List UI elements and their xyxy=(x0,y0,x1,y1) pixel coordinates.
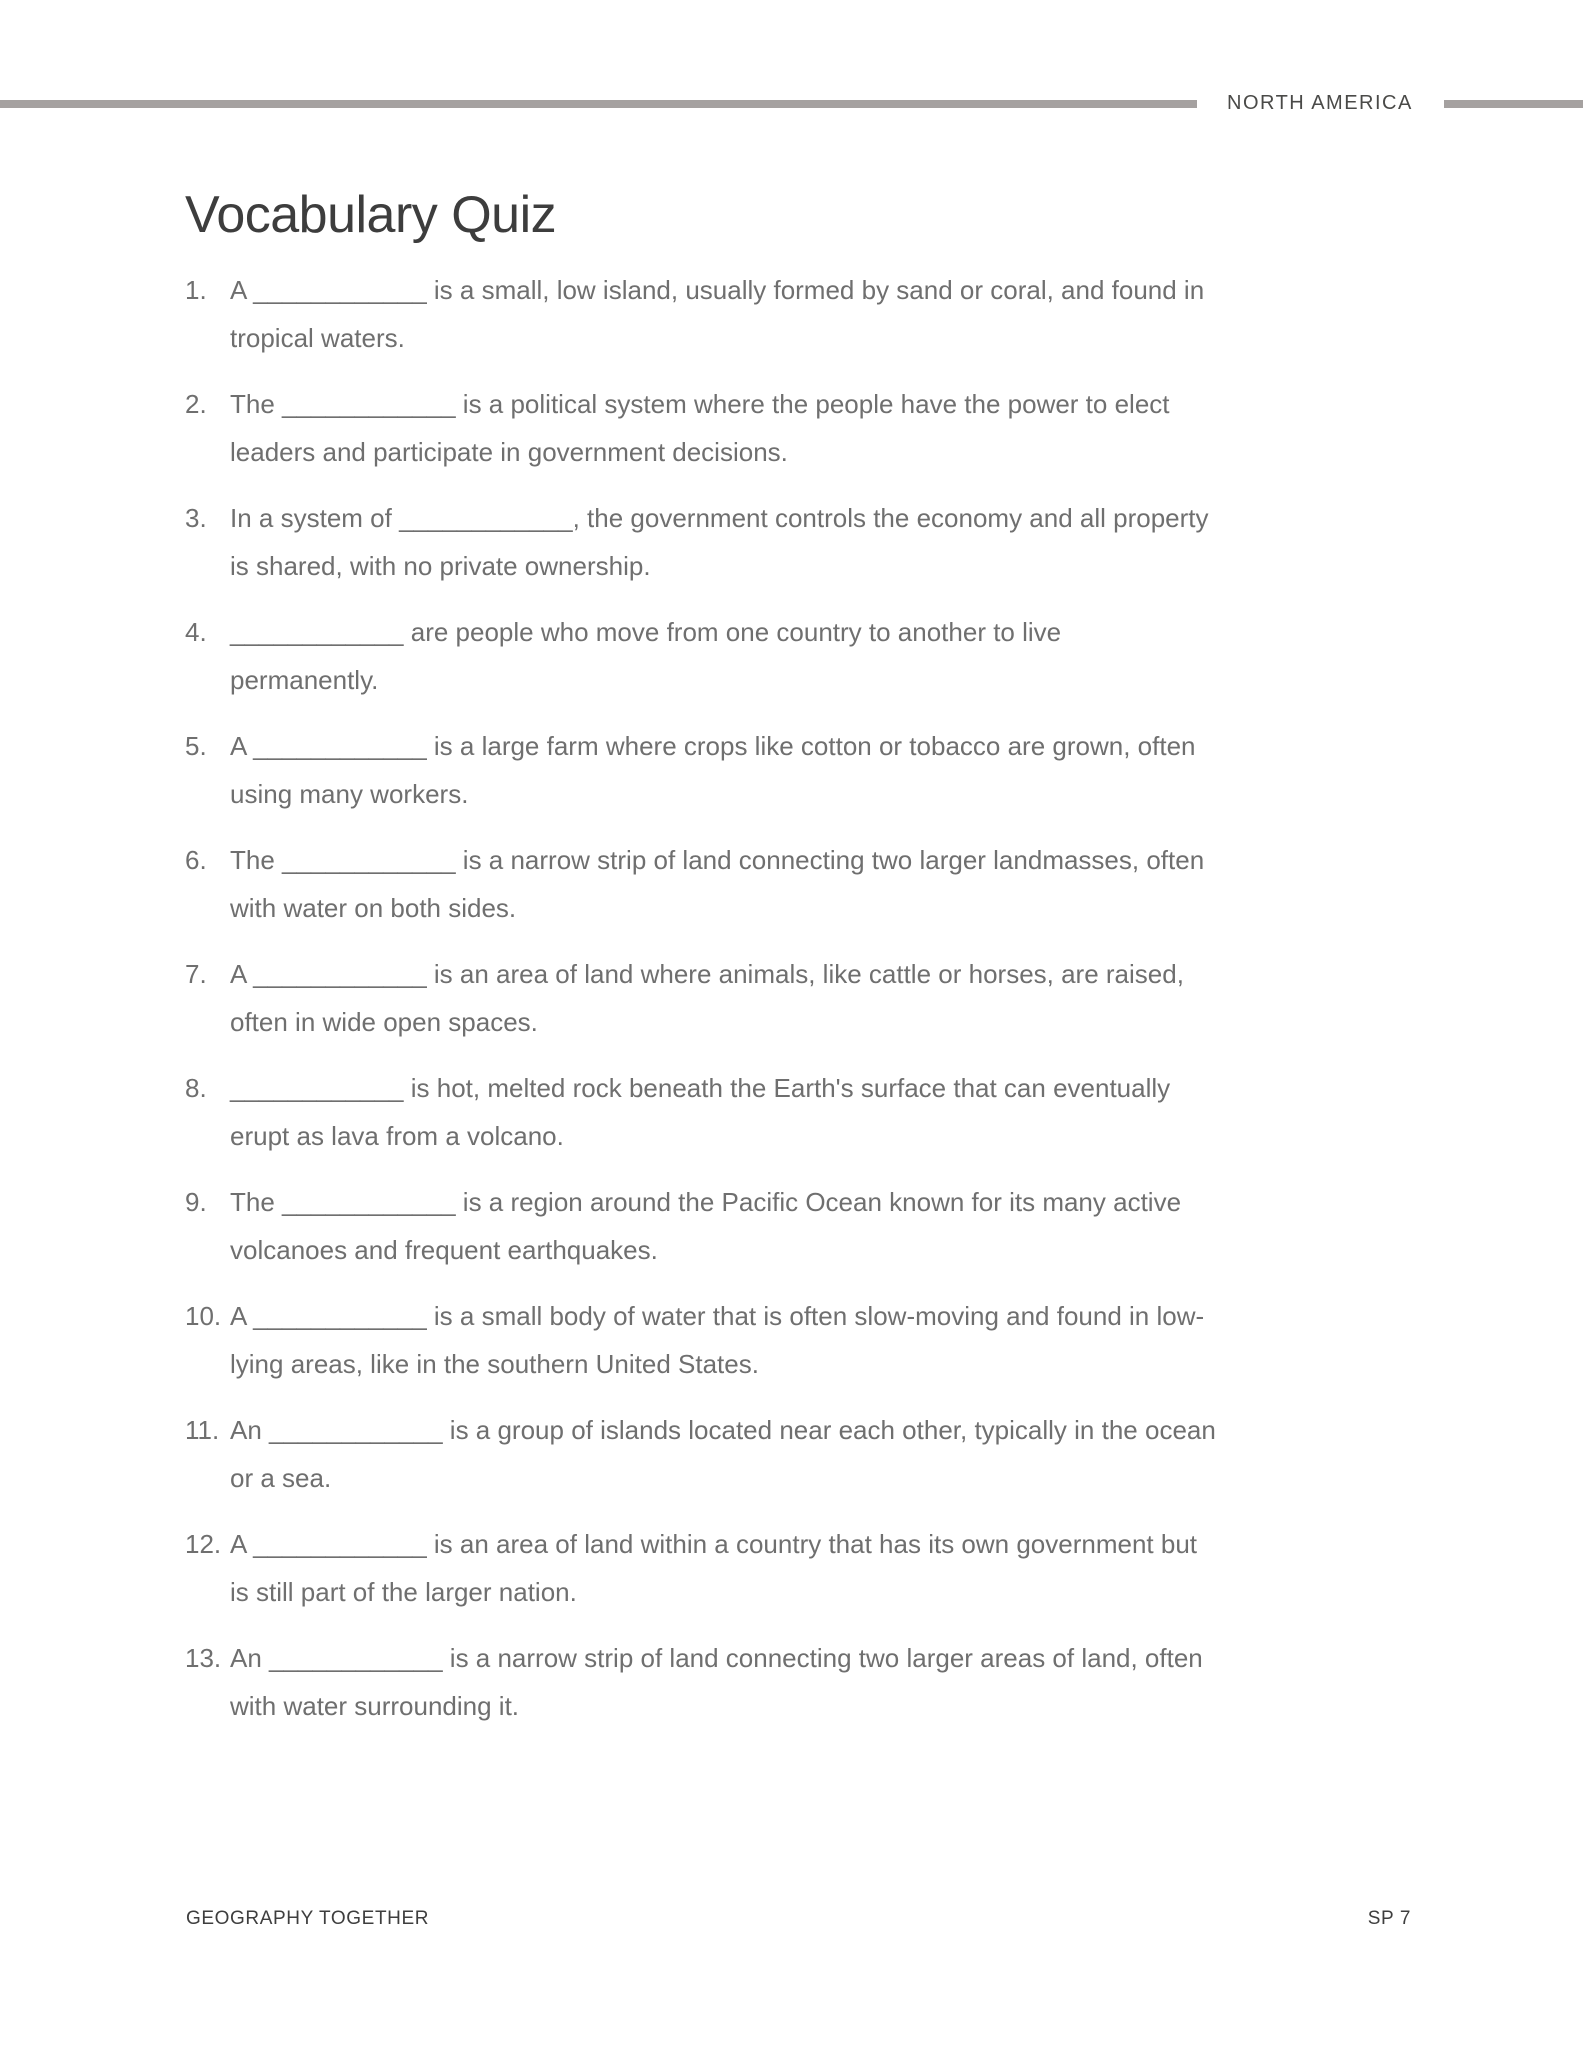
answer-blank: ____________ xyxy=(253,275,427,305)
question-item xyxy=(185,266,1435,362)
footer-page-number: SP 7 xyxy=(1367,1908,1411,1929)
answer-blank: ____________ xyxy=(253,1301,427,1331)
question-item xyxy=(185,722,1435,818)
question-text: ____________ are people who move from one country to another to live permanently. xyxy=(230,617,1062,695)
question-text: In a system of ____________, the government controls the economy and all property is shared, with no private ownership. xyxy=(230,503,1209,581)
question-number: 2. xyxy=(185,389,207,419)
question-item xyxy=(185,1178,1435,1274)
question-text: A ____________ is a large farm where crops like cotton or tobacco are grown, often using many workers. xyxy=(230,731,1196,809)
answer-blank: ____________ xyxy=(269,1643,443,1673)
answer-blank: ____________ xyxy=(253,1529,427,1559)
question-text: A ____________ is a small, low island, usually formed by sand or coral, and found in tropical waters. xyxy=(230,275,1205,353)
question-item xyxy=(185,608,1435,704)
answer-blank: ____________ xyxy=(269,1415,443,1445)
question-text: A ____________ is an area of land within a country that has its own government but is still part of the larger nation. xyxy=(230,1529,1197,1607)
question-text: The ____________ is a narrow strip of land connecting two larger landmasses, often with water on both sides. xyxy=(230,845,1205,923)
question-number: 9. xyxy=(185,1187,207,1217)
question-number: 13. xyxy=(185,1643,222,1673)
answer-blank: ____________ xyxy=(282,845,456,875)
question-text: A ____________ is an area of land where animals, like cattle or horses, are raised, often in wide open spaces. xyxy=(230,959,1184,1037)
answer-blank: ____________ xyxy=(399,503,573,533)
page-title: Vocabulary Quiz xyxy=(185,186,557,244)
question-number: 11. xyxy=(185,1415,220,1445)
question-number: 1. xyxy=(185,275,207,305)
question-text: A ____________ is a small body of water that is often slow-moving and found in low- lying areas, like in the southern United States. xyxy=(230,1301,1205,1379)
answer-blank: ____________ xyxy=(253,959,427,989)
question-item xyxy=(185,950,1435,1046)
answer-blank: ____________ xyxy=(230,1073,404,1103)
question-item xyxy=(185,1634,1435,1730)
question-item xyxy=(185,1292,1435,1388)
answer-blank: ____________ xyxy=(282,1187,456,1217)
question-number: 5. xyxy=(185,731,207,761)
question-text: The ____________ is a region around the Pacific Ocean known for its many active volcanoes and frequent earthquakes. xyxy=(230,1187,1182,1265)
question-text: An ____________ is a group of islands located near each other, typically in the ocean or a sea. xyxy=(230,1415,1216,1493)
answer-blank: ____________ xyxy=(230,617,404,647)
question-number: 10. xyxy=(185,1301,222,1331)
page-footer xyxy=(186,1908,1411,1930)
question-item xyxy=(185,1064,1435,1160)
question-text: ____________ is hot, melted rock beneath the Earth's surface that can eventually erupt as lava from a volcano. xyxy=(230,1073,1171,1151)
question-item xyxy=(185,1406,1435,1502)
question-item xyxy=(185,494,1435,590)
answer-blank: ____________ xyxy=(282,389,456,419)
question-item xyxy=(185,836,1435,932)
question-number: 4. xyxy=(185,617,207,647)
footer-publication-label: GEOGRAPHY TOGETHER xyxy=(186,1908,430,1929)
header-rule-right xyxy=(1444,100,1583,108)
question-number: 3. xyxy=(185,503,207,533)
question-item xyxy=(185,380,1435,476)
question-text: The ____________ is a political system where the people have the power to elect leaders and participate in government decisions. xyxy=(230,389,1170,467)
answer-blank: ____________ xyxy=(253,731,427,761)
question-number: 8. xyxy=(185,1073,207,1103)
question-list xyxy=(185,266,1435,1730)
question-number: 7. xyxy=(185,959,207,989)
section-label: NORTH AMERICA xyxy=(1227,92,1413,114)
page-body xyxy=(185,0,1435,1748)
question-item xyxy=(185,1520,1435,1616)
question-number: 6. xyxy=(185,845,207,875)
question-text: An ____________ is a narrow strip of land connecting two larger areas of land, often with water surrounding it. xyxy=(230,1643,1203,1721)
question-number: 12. xyxy=(185,1529,222,1559)
